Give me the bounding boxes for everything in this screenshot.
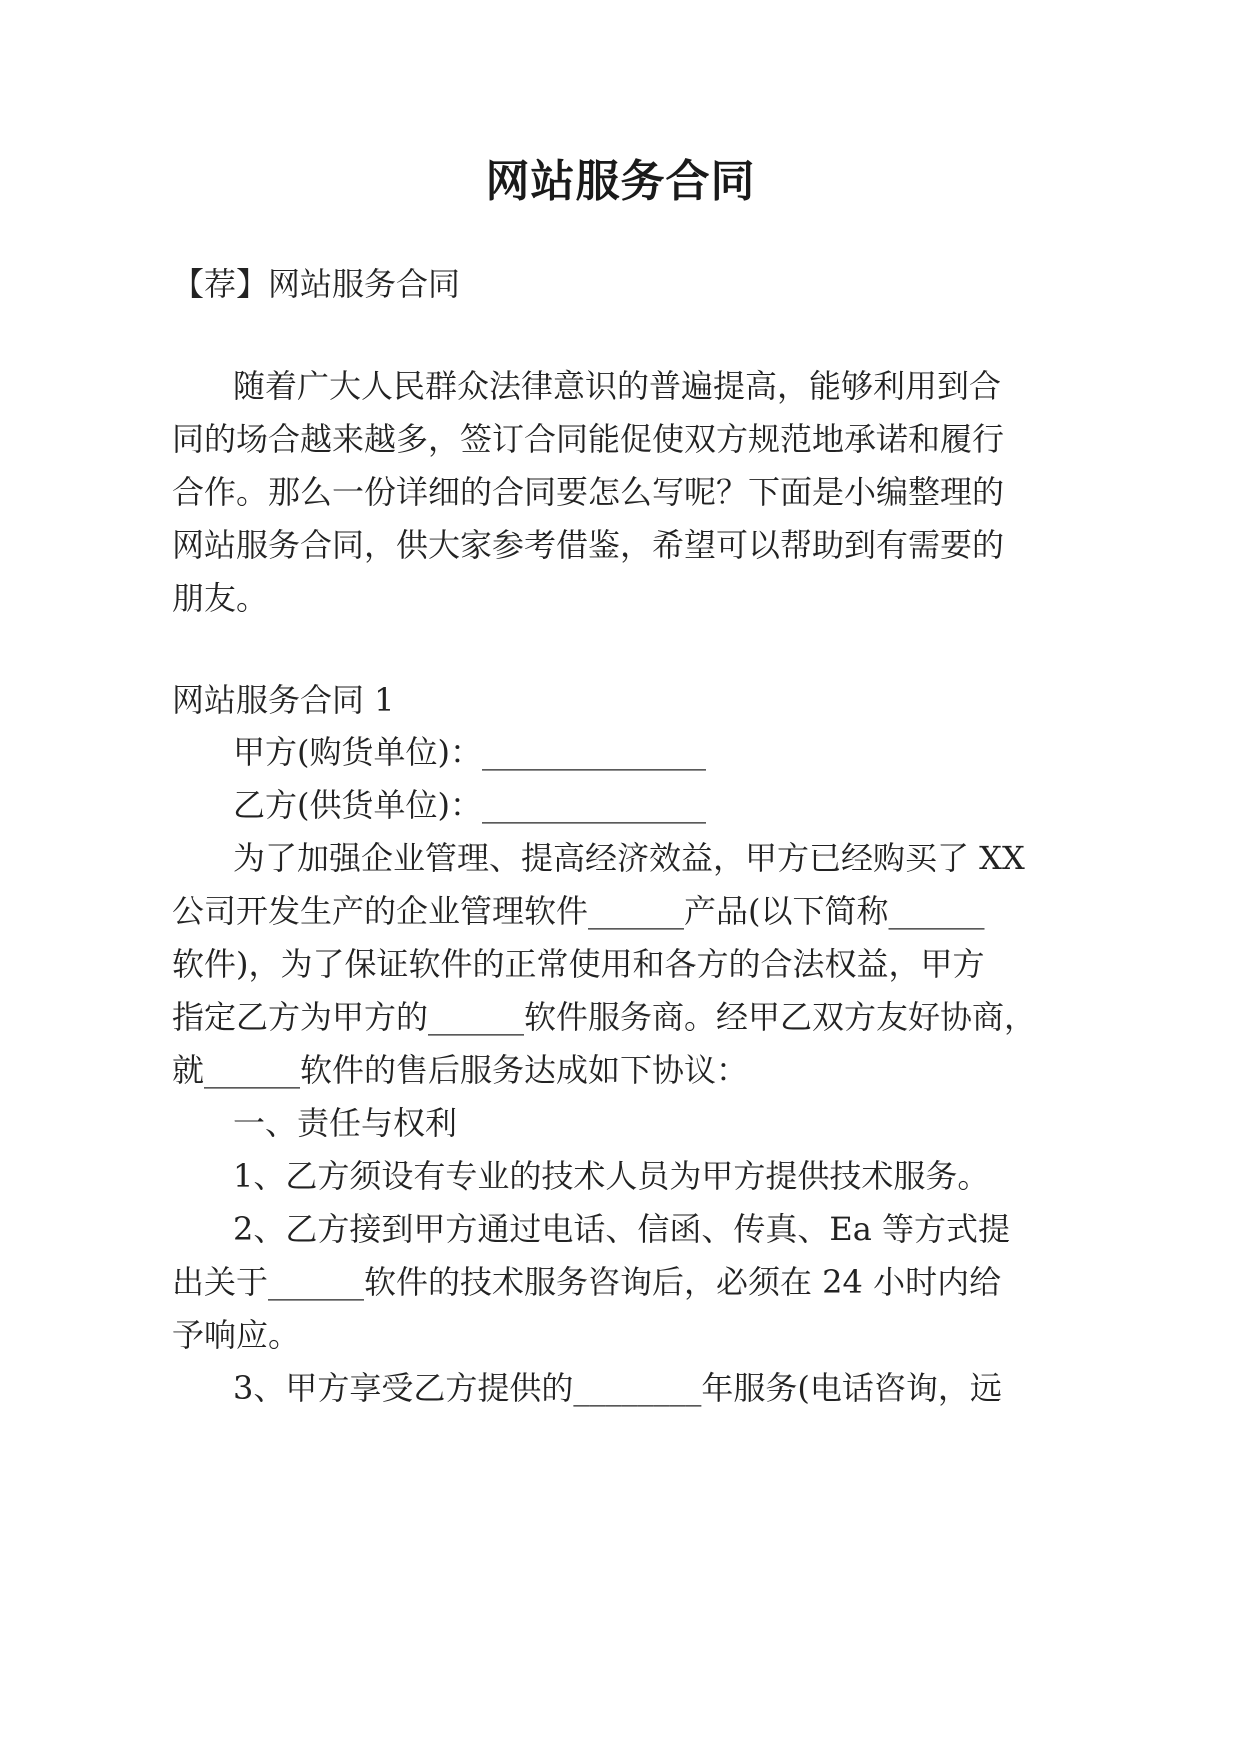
document-title: 网站服务合同 <box>485 156 756 207</box>
preamble-line: 就______软件的售后服务达成如下协议： <box>172 1051 749 1089</box>
clause-2-line: 出关于______软件的技术服务咨询后，必须在 24 小时内给 <box>172 1263 1002 1301</box>
preamble-line: 公司开发生产的企业管理软件______产品(以下简称______ <box>172 892 985 930</box>
preamble-line: 为了加强企业管理、提高经济效益，甲方已经购买了 XX <box>233 839 1025 877</box>
clause-1: 1、乙方须设有专业的技术人员为甲方提供技术服务。 <box>233 1157 990 1195</box>
clause-2-line: 2、乙方接到甲方通过电话、信函、传真、Ea 等方式提 <box>233 1210 1010 1248</box>
intro-line: 合作。那么一份详细的合同要怎么写呢？下面是小编整理的 <box>172 473 1005 511</box>
party-a-line: 甲方(购货单位)：______________ <box>233 733 706 771</box>
intro-line: 网站服务合同，供大家参考借鉴，希望可以帮助到有需要的 <box>172 526 1005 564</box>
preamble-line: 指定乙方为甲方的______软件服务商。经甲乙双方友好协商， <box>172 998 1037 1036</box>
clause-2-line: 予响应。 <box>172 1316 301 1354</box>
preamble-line: 软件)，为了保证软件的正常使用和各方的合法权益，甲方 <box>172 945 985 983</box>
party-b-line: 乙方(供货单位)：______________ <box>233 786 706 824</box>
clause-3-line: 3、甲方享受乙方提供的________年服务(电话咨询，远 <box>233 1369 1002 1407</box>
intro-line: 同的场合越来越多，签订合同能促使双方规范地承诺和履行 <box>172 420 1005 458</box>
intro-line: 朋友。 <box>172 579 269 617</box>
document-subtitle: 【荐】网站服务合同 <box>172 265 461 303</box>
contract-heading: 网站服务合同 1 <box>172 681 395 719</box>
section-heading: 一、责任与权利 <box>233 1104 458 1142</box>
intro-line: 随着广大人民群众法律意识的普遍提高，能够利用到合 <box>233 367 1002 405</box>
